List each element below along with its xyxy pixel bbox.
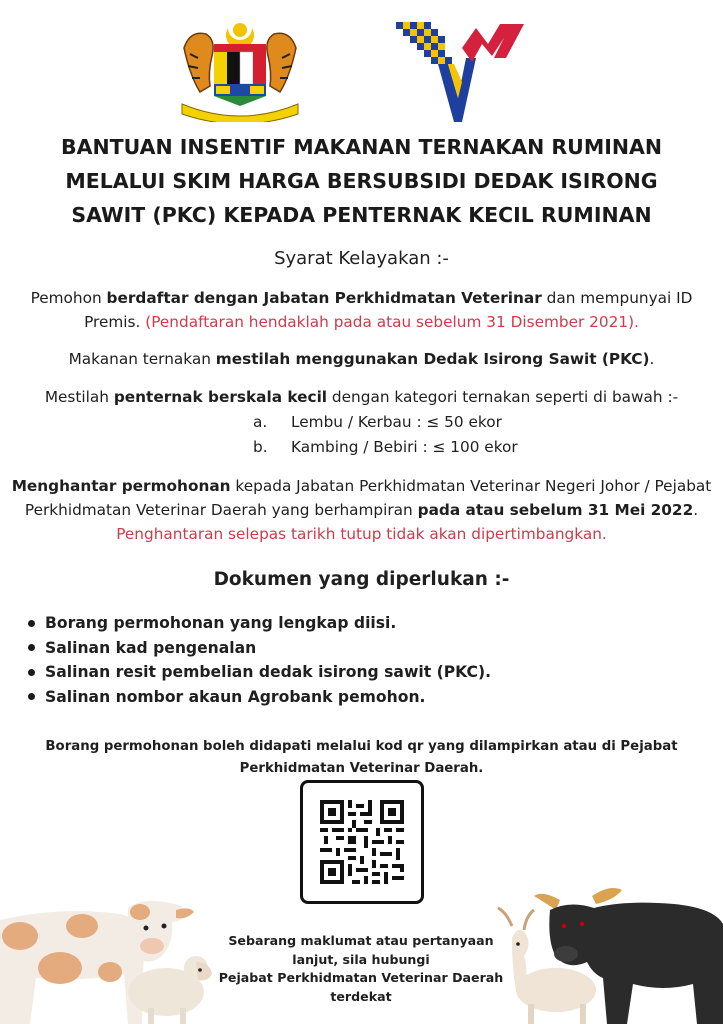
list-item (28, 685, 491, 710)
text-span: . (649, 350, 655, 368)
contact-line: terdekat (330, 988, 392, 1004)
contact-note (208, 932, 514, 1006)
red-note: (Pendaftaran hendaklah pada atau sebelum 31 Disember 2021). (145, 313, 639, 331)
malaysia-crest-icon (176, 18, 304, 122)
bold-span: pada atau sebelum 31 Mei 2022 (417, 501, 694, 519)
category-item (253, 410, 502, 435)
title-line: MELALUI SKIM HARGA BERSUBSIDI DEDAK ISIRONG (65, 169, 658, 193)
list-item (28, 636, 491, 661)
dokumen-list (28, 611, 491, 709)
text-span: kepada Jabatan Perkhidmatan Veterinar Negeri Johor / Pejabat Perkhidmatan Veterinar Daerah yang berhampiran (24, 477, 712, 519)
list-item-text: Borang permohonan yang lengkap diisi. (45, 614, 397, 632)
syarat-heading: Syarat Kelayakan :- (274, 248, 449, 269)
bold-span: Menghantar permohonan (11, 477, 231, 495)
contact-line: Pejabat Perkhidmatan Veterinar Daerah (218, 970, 504, 985)
text-span: Pemohon (30, 289, 107, 307)
list-item-text: Salinan nombor akaun Agrobank pemohon. (45, 687, 426, 706)
dokumen-heading: Dokumen yang diperlukan :- (213, 569, 510, 590)
bullet-icon (28, 644, 35, 651)
category-item (253, 435, 518, 460)
syarat-paragraph-3 (8, 385, 715, 409)
bold-span: berdaftar dengan Jabatan Perkhidmatan Veterinar (106, 289, 542, 307)
list-item-text: Salinan kad pengenalan (45, 638, 257, 657)
title-line: SAWIT (PKC) KEPADA PENTERNAK KECIL RUMINAN (71, 203, 652, 227)
list-item (28, 660, 491, 685)
bold-span: mestilah menggunakan Dedak Isirong Sawit (PKC) (215, 350, 650, 368)
poster-title (8, 130, 715, 232)
text-span: dan mempunyai ID Premis. (84, 289, 693, 331)
category-marker: b. (253, 438, 268, 456)
borang-note: Borang permohonan boleh didapati melalui kod qr yang dilampirkan atau di Pejabat Perkhidmatan Veterinar Daerah. (45, 739, 678, 776)
bullet-icon (28, 693, 35, 700)
syarat-paragraph-1 (8, 286, 715, 334)
list-item-text: Salinan resit pembelian dedak isirong sawit (PKC). (45, 663, 492, 681)
veterinar-logo-icon (396, 18, 528, 128)
text-span: . (693, 501, 699, 519)
syarat-paragraph-2 (8, 347, 715, 371)
syarat-paragraph-4 (8, 474, 715, 546)
category-marker: a. (253, 413, 268, 431)
category-text: Kambing / Bebiri : ≤ 100 ekor (291, 438, 518, 456)
contact-line: lanjut, sila hubungi (292, 951, 430, 967)
contact-line: Sebarang maklumat atau pertanyaan (228, 933, 494, 948)
text-span: Mestilah (44, 388, 114, 406)
category-text: Lembu / Kerbau : ≤ 50 ekor (291, 413, 502, 431)
bold-span: penternak berskala kecil (113, 388, 328, 406)
bullet-icon (28, 620, 35, 627)
text-span: dengan kategori ternakan seperti di bawah :- (327, 388, 679, 406)
red-note: Penghantaran selepas tarikh tutup tidak akan dipertimbangkan. (116, 525, 607, 543)
text-span: Makanan ternakan (68, 350, 216, 368)
title-line: BANTUAN INSENTIF MAKANAN TERNAKAN RUMINAN (60, 135, 663, 159)
bullet-icon (28, 669, 35, 676)
list-item (28, 611, 491, 636)
